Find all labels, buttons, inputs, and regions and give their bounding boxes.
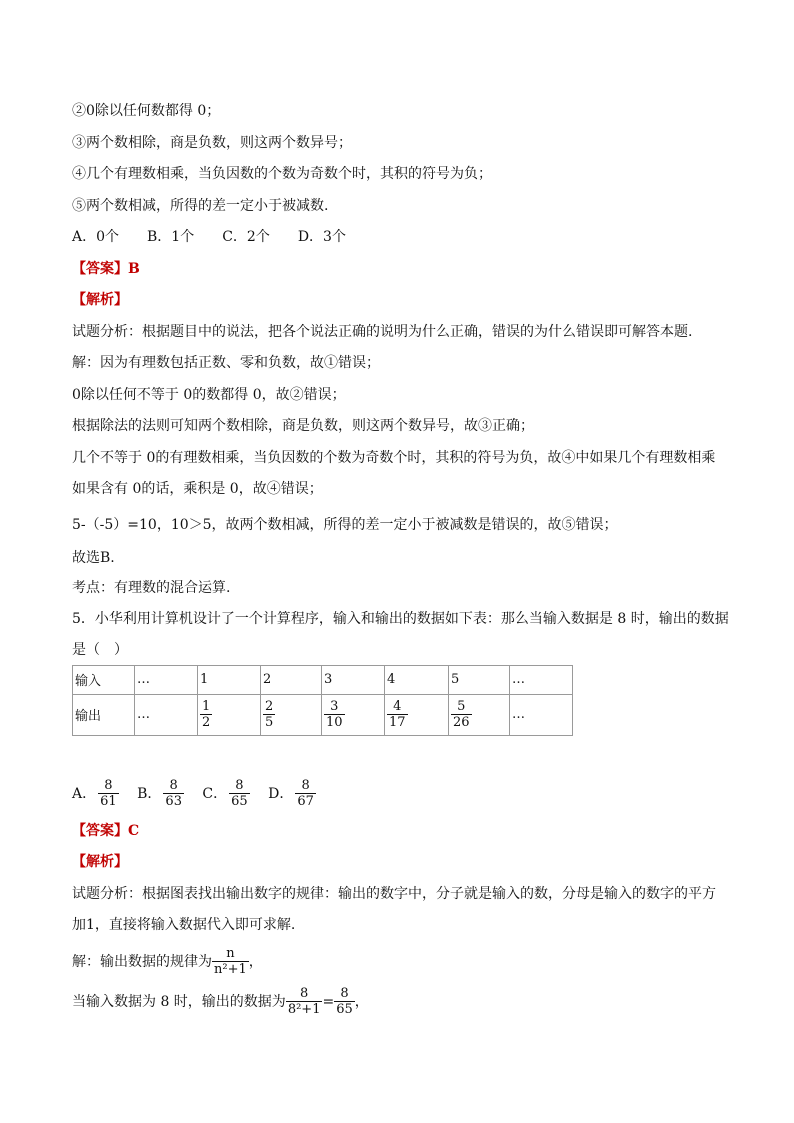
q5-analysis-label: 【解析】	[72, 854, 128, 870]
numerator: 5	[457, 699, 466, 714]
table-cell: 3	[322, 665, 385, 694]
denominator: 65	[336, 1002, 353, 1017]
q5-stem-1: 5．小华利用计算机设计了一个计算程序，输入和输出的数据如下表：那么当输入数据是 8 时，输出的数据	[72, 611, 729, 627]
numerator: 1	[202, 699, 211, 714]
denominator: 8²+1	[287, 1002, 321, 1017]
q5-options	[72, 772, 732, 816]
table-cell: 输入	[73, 665, 135, 694]
numerator: 8	[169, 778, 178, 793]
table-cell: 5	[449, 665, 510, 694]
q4-answer: 【答案】B	[72, 260, 140, 277]
q4-analysis-label: 【解析】	[72, 292, 128, 308]
q4-analysis-4: 根据除法的法则可知两个数相除，商是负数，则这两个数异号，故③正确；	[72, 418, 534, 434]
option-c-label: C．	[202, 785, 228, 802]
fraction	[324, 699, 345, 730]
text: ，	[248, 953, 263, 970]
substitution-fraction	[286, 986, 323, 1017]
numerator: n	[226, 946, 235, 961]
numerator: 8	[340, 986, 349, 1001]
fraction	[263, 699, 275, 730]
option-a-fraction	[98, 778, 119, 809]
option-d-label: D．	[268, 785, 294, 802]
q5-analysis-2: 加1，直接将输入数据代入即可求解.	[72, 917, 296, 933]
denominator: 26	[453, 715, 470, 730]
statement-2: ②0除以任何数都得 0；	[72, 103, 221, 119]
denominator: 63	[165, 794, 182, 809]
denominator: n²+1	[214, 962, 247, 977]
numerator: 8	[104, 778, 113, 793]
table-cell: …	[135, 694, 198, 735]
table-cell: …	[510, 665, 573, 694]
text: 当输入数据为 8 时，输出的数据为	[72, 993, 286, 1010]
option-d-fraction	[295, 778, 316, 809]
equals-sign: =	[322, 993, 335, 1010]
q5-analysis-1: 试题分析：根据图表找出输出数字的规律：输出的数字中，分子就是输入的数，分母是输入的数字的平方	[72, 885, 716, 902]
denominator: 61	[100, 794, 117, 809]
denominator: 10	[326, 715, 343, 730]
table-row-input	[73, 665, 573, 694]
q4-options: A．0个 B．1个 C．2个 D．3个	[72, 229, 346, 245]
numerator: 8	[301, 778, 310, 793]
option-c-fraction	[229, 778, 250, 809]
table-cell: 2	[261, 665, 322, 694]
table-cell	[449, 694, 510, 735]
table-cell	[322, 694, 385, 735]
option-b-label: B．	[137, 785, 162, 802]
fraction	[200, 699, 212, 730]
numerator: 2	[265, 699, 274, 714]
statement-5: ⑤两个数相减，所得的差一定小于被减数.	[72, 197, 329, 214]
table-cell: …	[510, 694, 573, 735]
fraction	[451, 699, 472, 730]
table-cell	[385, 694, 449, 735]
q4-analysis-6: 如果含有 0的话，乘积是 0，故④错误；	[72, 481, 323, 497]
numerator: 4	[393, 699, 402, 714]
q5-stem-2: 是（ ）	[72, 641, 128, 658]
denominator: 2	[202, 715, 211, 730]
q4-analysis-2: 解：因为有理数包括正数、零和负数，故①错误；	[72, 355, 380, 371]
table-cell: 1	[198, 665, 261, 694]
q4-analysis-1: 试题分析：根据题目中的说法，把各个说法正确的说明为什么正确，错误的为什么错误即可解答本题.	[72, 323, 693, 340]
table-cell: …	[135, 665, 198, 694]
statement-3: ③两个数相除，商是负数，则这两个数异号；	[72, 134, 352, 151]
q5-answer: 【答案】C	[72, 822, 140, 839]
numerator: 8	[235, 778, 244, 793]
option-b-fraction	[163, 778, 184, 809]
q4-analysis-7: 5-（-5）=10，10＞5，故两个数相减，所得的差一定小于被减数是错误的，故⑤错误；	[72, 516, 618, 533]
q4-analysis-9: 考点：有理数的混合运算.	[72, 579, 231, 596]
table-row-output	[73, 694, 573, 735]
q5-analysis-4	[72, 982, 732, 1022]
text: 解：输出数据的规律为	[72, 953, 212, 970]
q5-analysis-3	[72, 942, 732, 982]
denominator: 67	[297, 794, 314, 809]
q4-analysis-3: 0除以任何不等于 0的数都得 0，故②错误；	[72, 386, 346, 403]
fraction	[387, 699, 408, 730]
numerator: 8	[300, 986, 309, 1001]
result-fraction	[334, 986, 355, 1017]
rule-fraction	[212, 946, 249, 977]
numerator: 3	[330, 699, 339, 714]
io-table	[72, 665, 573, 736]
denominator: 17	[389, 715, 406, 730]
denominator: 65	[231, 794, 248, 809]
table-cell	[261, 694, 322, 735]
table-cell: 输出	[73, 694, 135, 735]
statement-4: ④几个有理数相乘，当负因数的个数为奇数个时，其积的符号为负；	[72, 166, 492, 182]
document-page	[72, 96, 732, 1022]
option-a-label: A．	[72, 785, 97, 802]
q4-analysis-8: 故选B.	[72, 549, 115, 566]
q4-analysis-5: 几个不等于 0的有理数相乘，当负因数的个数为奇数个时，其积的符号为负，故④中如果几个有理数相乘	[72, 449, 716, 466]
denominator: 5	[265, 715, 274, 730]
table-cell	[198, 694, 261, 735]
text: ，	[354, 993, 369, 1010]
table-cell: 4	[385, 665, 449, 694]
